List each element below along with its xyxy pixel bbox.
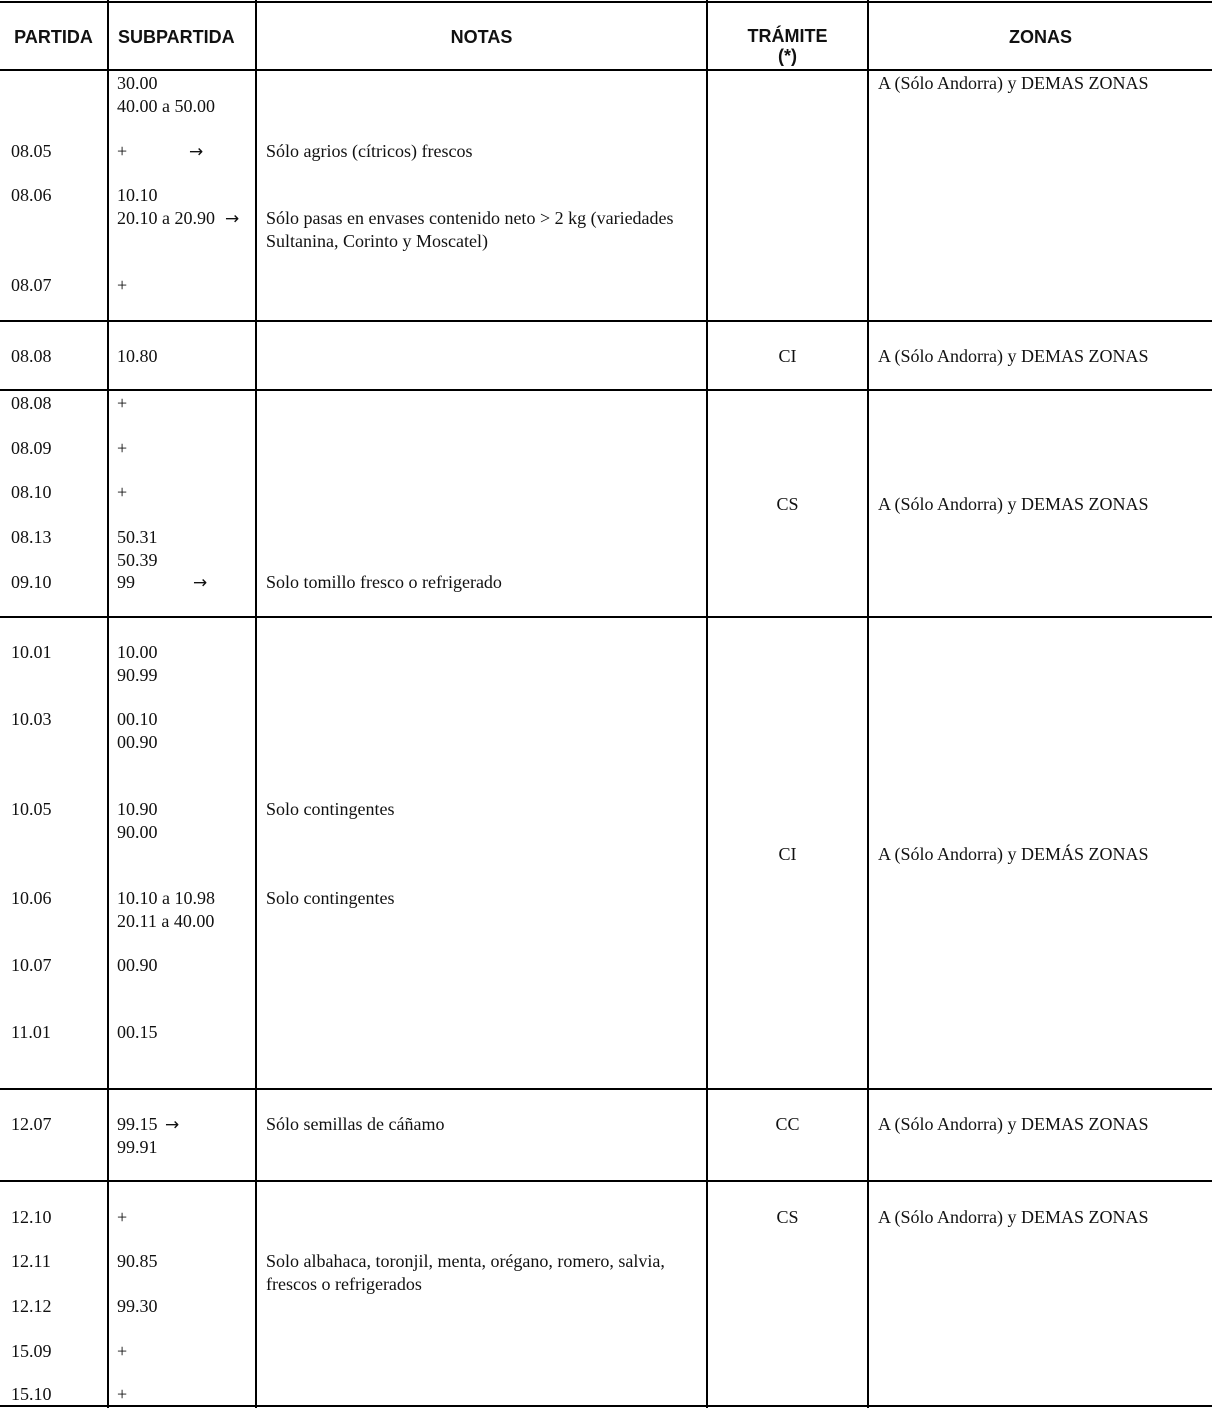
subpartida-cell: +	[117, 1384, 128, 1404]
notas-cell: Sólo semillas de cáñamo	[266, 1114, 445, 1134]
column-divider	[706, 0, 708, 1408]
subpartida-cell: 99.15	[117, 1114, 158, 1134]
arrow-icon: →	[189, 142, 204, 162]
partida-cell: 10.01	[11, 642, 52, 662]
header-subpartida: SUBPARTIDA	[118, 27, 235, 47]
zonas-cell: A (Sólo Andorra) y DEMÁS ZONAS	[878, 844, 1149, 864]
partida-cell: 10.03	[11, 709, 52, 729]
table-top-border	[0, 1, 1212, 3]
partida-cell: 08.07	[11, 275, 52, 295]
partida-cell: 08.13	[11, 527, 52, 547]
subpartida-cell: +	[117, 1207, 128, 1227]
table-bottom-border	[0, 1405, 1212, 1407]
subpartida-cell: 99	[117, 572, 135, 592]
tramite-cell: CI	[778, 844, 797, 864]
column-divider	[107, 0, 109, 1408]
partida-cell: 08.05	[11, 141, 52, 161]
zonas-cell: A (Sólo Andorra) y DEMAS ZONAS	[878, 1114, 1149, 1134]
subpartida-cell: 10.10 20.10 a 20.90	[117, 185, 215, 228]
partida-cell: 15.09	[11, 1341, 52, 1361]
arrow-icon: →	[193, 573, 208, 593]
arrow-icon: →	[165, 1115, 180, 1135]
tramite-cell: CC	[775, 1114, 800, 1134]
partida-cell: 15.10	[11, 1384, 52, 1404]
partida-cell: 12.10	[11, 1207, 52, 1227]
partida-cell: 10.06	[11, 888, 52, 908]
row-divider	[0, 389, 1212, 391]
subpartida-cell: +	[117, 1341, 128, 1361]
zonas-cell: A (Sólo Andorra) y DEMAS ZONAS	[878, 346, 1149, 366]
subpartida-cell: 10.00 90.99	[117, 642, 158, 685]
notas-cell: Sólo pasas en envases contenido neto > 2 kg (variedades Sultanina, Corinto y Moscatel)	[266, 208, 674, 251]
partida-cell: 12.11	[11, 1251, 51, 1271]
notas-cell: Solo albahaca, toronjil, menta, orégano, romero, salvia, frescos o refrigerados	[266, 1251, 665, 1294]
header-tramite: TRÁMITE (*)	[747, 26, 828, 66]
notas-cell: Sólo agrios (cítricos) frescos	[266, 141, 473, 161]
partida-cell: 12.12	[11, 1296, 52, 1316]
subpartida-cell: +	[117, 275, 128, 295]
tramite-cell: CS	[776, 1207, 799, 1227]
subpartida-cell: 10.10 a 10.98 20.11 a 40.00	[117, 888, 215, 931]
zonas-cell: A (Sólo Andorra) y DEMAS ZONAS	[878, 73, 1149, 93]
subpartida-cell: 90.85	[117, 1251, 158, 1271]
zonas-cell: A (Sólo Andorra) y DEMAS ZONAS	[878, 1207, 1149, 1227]
column-divider	[255, 0, 257, 1408]
partida-cell: 08.10	[11, 482, 52, 502]
row-divider	[0, 1088, 1212, 1090]
subpartida-cell: 00.15	[117, 1022, 158, 1042]
partida-cell: 10.05	[11, 799, 52, 819]
tramite-cell: CS	[776, 494, 799, 514]
partida-cell: 08.08	[11, 346, 52, 366]
partida-cell: 09.10	[11, 572, 52, 592]
subpartida-cell: +	[117, 482, 128, 502]
header-bottom-border	[0, 69, 1212, 71]
subpartida-cell: 99.30	[117, 1296, 158, 1316]
notas-cell: Solo contingentes	[266, 799, 395, 819]
row-divider	[0, 616, 1212, 618]
notas-cell: Solo tomillo fresco o refrigerado	[266, 572, 502, 592]
partida-cell: 08.08	[11, 393, 52, 413]
header-zonas: ZONAS	[1009, 27, 1072, 47]
zonas-cell: A (Sólo Andorra) y DEMAS ZONAS	[878, 494, 1149, 514]
subpartida-cell: 50.31 50.39	[117, 527, 158, 570]
subpartida-cell: 10.80	[117, 346, 158, 366]
arrow-icon: →	[225, 209, 240, 229]
row-divider	[0, 320, 1212, 322]
header-partida: PARTIDA	[14, 27, 93, 47]
partida-cell: 11.01	[11, 1022, 51, 1042]
subpartida-cell: 99.91	[117, 1137, 158, 1157]
subpartida-cell: +	[117, 141, 128, 161]
subpartida-cell: +	[117, 438, 128, 458]
row-divider	[0, 1180, 1212, 1182]
partida-cell: 08.06	[11, 185, 52, 205]
column-divider	[867, 0, 869, 1408]
partida-cell: 12.07	[11, 1114, 52, 1134]
notas-cell: Solo contingentes	[266, 888, 395, 908]
partida-cell: 10.07	[11, 955, 52, 975]
subpartida-cell: 00.90	[117, 955, 158, 975]
subpartida-cell: 30.00 40.00 a 50.00	[117, 73, 215, 116]
subpartida-cell: +	[117, 393, 128, 413]
tramite-cell: CI	[778, 346, 797, 366]
subpartida-cell: 10.90 90.00	[117, 799, 158, 842]
header-notas: NOTAS	[450, 27, 513, 47]
partida-cell: 08.09	[11, 438, 52, 458]
subpartida-cell: 00.10 00.90	[117, 709, 158, 752]
